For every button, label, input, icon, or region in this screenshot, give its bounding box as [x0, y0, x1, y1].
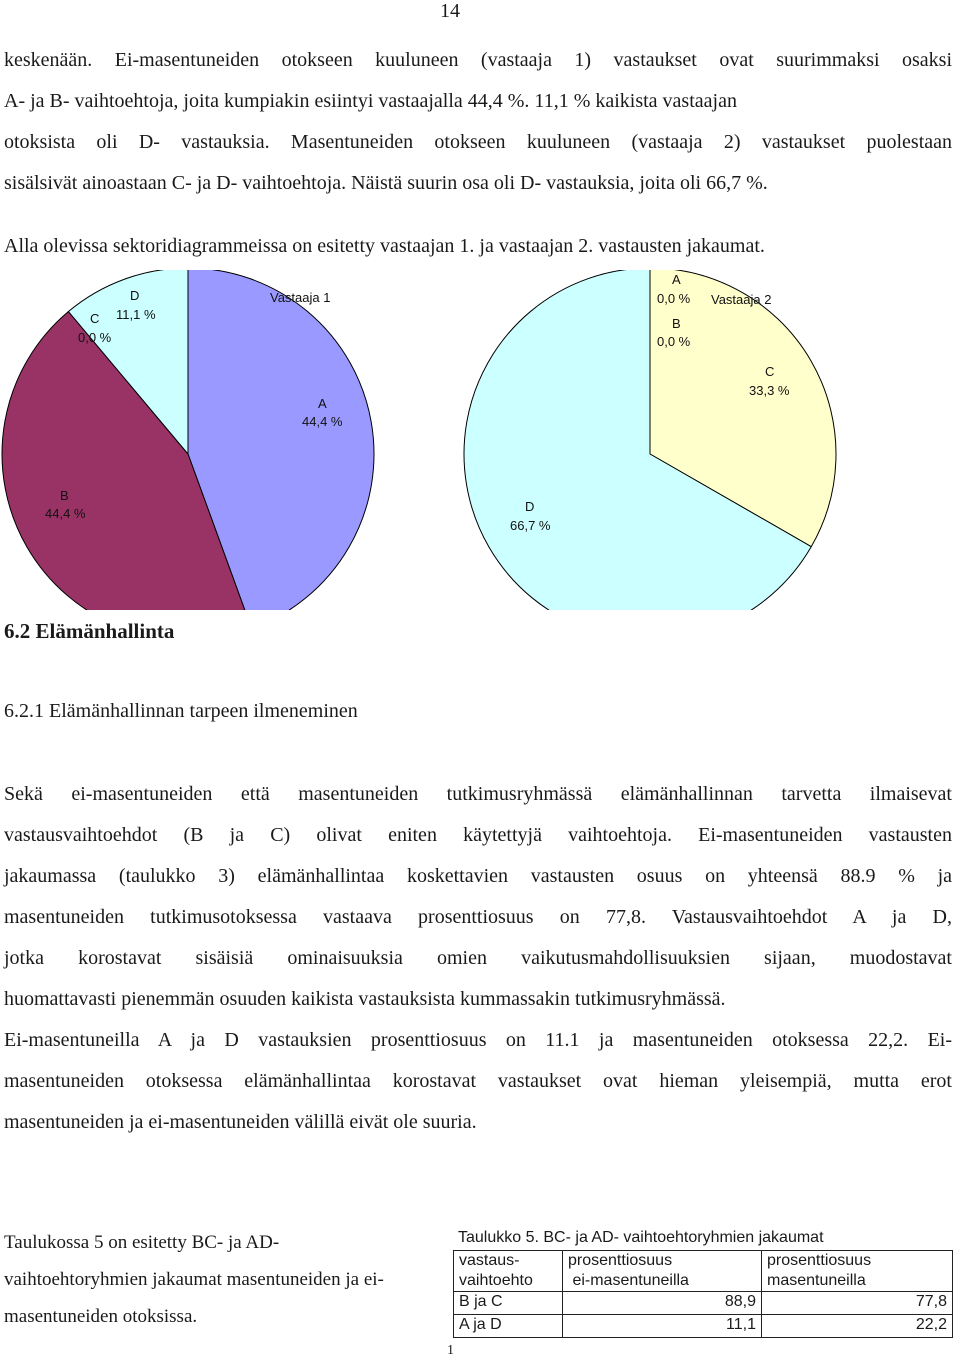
- slice-label-category: C: [90, 311, 100, 326]
- text-line: sisälsivät ainoastaan C- ja D- vaihtoehtoja. Näistä suurin osa oli D- vastauksia, joita oli 66,7 %.: [4, 172, 768, 194]
- text-line: Alla olevissa sektoridiagrammeissa on esitetty vastaajan 1. ja vastaajan 2. vastausten jakaumat.: [4, 235, 765, 257]
- text-line: jotka korostavat sisäisiä ominaisuuksia omien vaikutusmahdollisuuksien sijaan, muodostavat: [4, 947, 952, 969]
- table-header-row: [454, 1251, 953, 1292]
- table-5: [453, 1250, 953, 1338]
- text-line: jakaumassa (taulukko 3) elämänhallintaa koskettavien vastausten osuus on yhteensä 88.9 % ja: [4, 865, 952, 887]
- text-line: masentuneiden ja ei-masentuneiden välillä eivät ole suuria.: [4, 1111, 477, 1133]
- table-cell: 77,8: [762, 1292, 953, 1315]
- table-cell: 88,9: [563, 1292, 762, 1315]
- slice-label-category: A: [672, 272, 681, 287]
- text-line: masentuneiden otoksissa.: [4, 1306, 198, 1327]
- paragraph-chart-intro: [4, 226, 952, 267]
- header-cell: [454, 1251, 563, 1292]
- slice-label-value: 44,4 %: [302, 414, 343, 429]
- slice-label-value: 0,0 %: [78, 330, 112, 345]
- slice-label-category: B: [672, 316, 681, 331]
- subsection-heading: 6.2.1 Elämänhallinnan tarpeen ilmeneminen: [4, 700, 358, 722]
- header-text: masentuneilla: [767, 1272, 866, 1289]
- slice-label-value: 33,3 %: [749, 383, 790, 398]
- slice-label-category: A: [318, 396, 327, 411]
- text-line: Sekä ei-masentuneiden että masentuneiden tutkimusryhmässä elämänhallinnan tarvetta ilmaisevat: [4, 783, 952, 805]
- slice-label-value: 11,1 %: [116, 307, 156, 322]
- text-line: huomattavasti pienemmän osuuden kaikista vastauksista kummassakin tutkimusryhmässä.: [4, 988, 726, 1010]
- header-text: vastaus-: [459, 1252, 520, 1269]
- table-cell: A ja D: [454, 1315, 563, 1338]
- slice-label-category: C: [765, 364, 775, 379]
- paragraph-analysis: [4, 774, 952, 1143]
- slice-label-value: 44,4 %: [45, 506, 86, 521]
- slice-label-category: D: [130, 288, 140, 303]
- header-text: ei-masentuneilla: [568, 1272, 689, 1289]
- header-text: vaihtoehto: [459, 1272, 533, 1289]
- text-line: masentuneiden tutkimusotoksessa vastaava prosenttiosuus on 77,8. Vastausvaihtoehdot A ja D,: [4, 906, 952, 928]
- header-text: prosenttiosuus: [568, 1252, 673, 1269]
- table-cell: B ja C: [454, 1292, 563, 1315]
- slice-label-category: B: [60, 488, 69, 503]
- table-intro-text: [4, 1224, 444, 1335]
- pie-charts: [0, 270, 960, 610]
- text-line: vaihtoehtoryhmien jakaumat masentuneiden ja ei-: [4, 1269, 384, 1290]
- slice-label-value: 0,0 %: [657, 291, 691, 306]
- table-row: [454, 1315, 953, 1338]
- header-cell: [762, 1251, 953, 1292]
- text-line: Ei-masentuneilla A ja D vastauksien prosenttiosuus on 11.1 ja masentuneiden otoksessa 22,2. Ei-: [4, 1029, 952, 1051]
- text-line: A- ja B- vaihtoehtoja, joita kumpiakin esiintyi vastaajalla 44,4 %. 11,1 % kaikista vastaajan: [4, 90, 737, 112]
- header-text: prosenttiosuus: [767, 1252, 872, 1269]
- table-title: Taulukko 5. BC- ja AD- vaihtoehtoryhmien jakaumat: [458, 1229, 824, 1246]
- text-line: vastausvaihtoehdot (B ja C) olivat eniten käytettyjä vaihtoehtoja. Ei-masentuneiden vastausten: [4, 824, 952, 846]
- text-line: Taulukossa 5 on esitetty BC- ja AD-: [4, 1232, 280, 1253]
- table-cell: 22,2: [762, 1315, 953, 1338]
- slice-label-value: 66,7 %: [510, 518, 551, 533]
- slice-label-value: 0,0 %: [657, 334, 691, 349]
- page-number: 14: [440, 0, 460, 22]
- table-cell: 11,1: [563, 1315, 762, 1338]
- header-cell: [563, 1251, 762, 1292]
- table-row: [454, 1292, 953, 1315]
- text-line: otoksista oli D- vastauksia. Masentuneiden otokseen kuuluneen (vastaaja 2) vastaukset puolestaan: [4, 131, 952, 153]
- chart-title: Vastaaja 1: [270, 290, 331, 305]
- section-heading: 6.2 Elämänhallinta: [4, 619, 175, 643]
- text-line: masentuneiden otoksessa elämänhallintaa korostavat vastaukset ovat hieman yleisempiä, mutta erot: [4, 1070, 952, 1092]
- slice-label-category: D: [525, 499, 535, 514]
- pie-chart-vastaaja-1: [2, 270, 374, 610]
- pie-chart-vastaaja-2: [464, 270, 836, 610]
- margin-mark: 1: [447, 1343, 454, 1358]
- chart-title: Vastaaja 2: [711, 292, 772, 307]
- text-line: keskenään. Ei-masentuneiden otokseen kuuluneen (vastaaja 1) vastaukset ovat suurimmaksi osaksi: [4, 49, 952, 71]
- paragraph-intro: [4, 40, 952, 204]
